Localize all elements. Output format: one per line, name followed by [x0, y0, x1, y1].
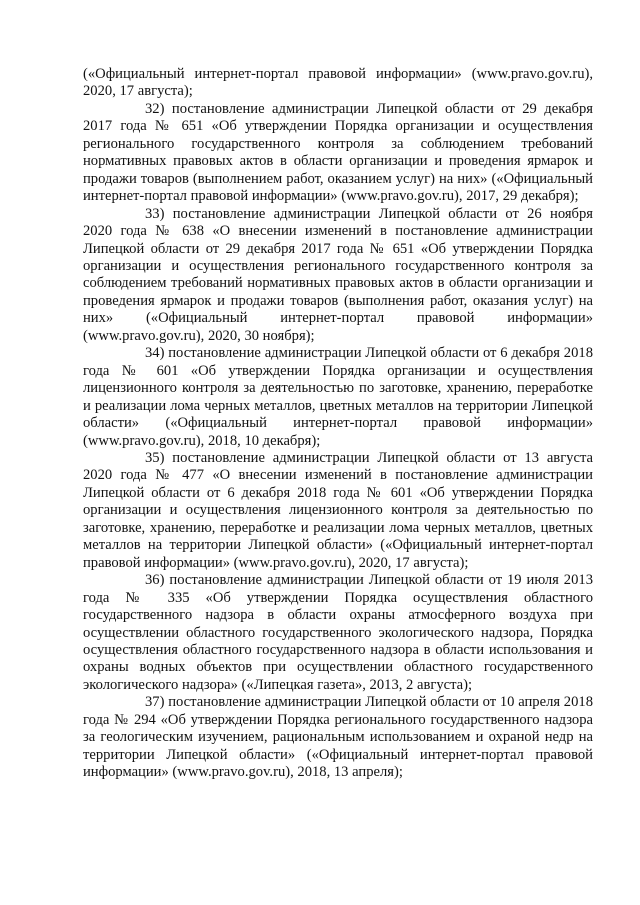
- paragraph-item-32: 32) постановление администрации Липецкой области от 29 декабря 2017 года № 651 «Об утверждении Порядка организации и осуществления регионального государственного контроля за соблюдением требований нормативных правовых актов в области организации и проведения ярмарок и продажи товаров (выполнением работ, оказанием услуг) на них» («Официальный интернет-портал правовой информации» (www.pravo.gov.ru), 2017, 29 декабря);: [83, 100, 593, 205]
- document-page: [83, 66, 593, 782]
- paragraph-item-35: 35) постановление администрации Липецкой области от 13 августа 2020 года № 477 «О внесении изменений в постановление администрации Липецкой области от 6 декабря 2018 года № 601 «Об утверждении Порядка организации и осуществления лицензионного контроля за деятельностью по заготовке, хранению, переработке и реализации лома черных металлов, цветных металлов на территории Липецкой области» («Официальный интернет-портал правовой информации» (www.pravo.gov.ru), 2020, 17 августа);: [83, 449, 593, 571]
- paragraph-item-33: 33) постановление администрации Липецкой области от 26 ноября 2020 года № 638 «О внесении изменений в постановление администрации Липецкой области от 29 декабря 2017 года № 651 «Об утверждении Порядка организации и осуществления регионального государственного контроля за соблюдением требований нормативных правовых актов в области организации и проведения ярмарок и продажи товаров (выполнения работ, оказания услуг) на них» («Официальный интернет-портал правовой информации» (www.pravo.gov.ru), 2020, 30 ноября);: [83, 205, 593, 344]
- paragraph-item-34: 34) постановление администрации Липецкой области от 6 декабря 2018 года № 601 «Об утверждении Порядка организации и осуществления лицензионного контроля за деятельностью по заготовке, хранению, переработке и реализации лома черных металлов, цветных металлов на территории Липецкой области» («Официальный интернет-портал правовой информации» (www.pravo.gov.ru), 2018, 10 декабря);: [83, 345, 593, 449]
- paragraph-item-37: 37) постановление администрации Липецкой области от 10 апреля 2018 года № 294 «Об утверждении Порядка регионального государственного надзора за геологическим изучением, рациональным использованием и охраной недр на территории Липецкой области» («Официальный интернет-портал правовой информации» (www.pravo.gov.ru), 2018, 13 апреля);: [83, 694, 593, 781]
- paragraph-item-36: 36) постановление администрации Липецкой области от 19 июля 2013 года № 335 «Об утверждении Порядка осуществления областного государственного надзора в области охраны атмосферного воздуха при осуществлении областного государственного экологического надзора, Порядка осуществления областного государственного надзора в области использования и охраны водных объектов при осуществлении областного государственного экологического надзора» («Липецкая газета», 2013, 2 августа);: [83, 572, 593, 693]
- paragraph-continuation: («Официальный интернет-портал правовой информации» (www.pravo.gov.ru), 2020, 17 августа);: [83, 66, 593, 100]
